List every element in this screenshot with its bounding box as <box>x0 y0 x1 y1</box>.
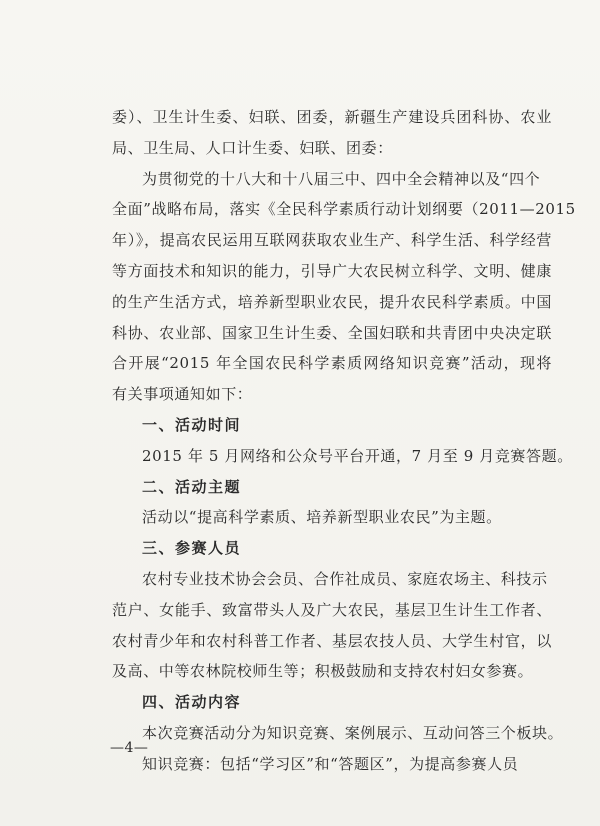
body-line: 委）、卫生计生委、妇联、团委，新疆生产建设兵团科协、农业 <box>112 108 552 126</box>
section-heading-time: 一、活动时间 <box>142 415 242 434</box>
page-number: —4— <box>110 740 149 756</box>
body-line: 有关事项通知如下： <box>112 385 253 404</box>
section-text-theme: 活动以“提高科学素质、培养新型职业农民”为主题。 <box>142 508 502 527</box>
body-line: 合开展“2015 年全国农民科学素质网络知识竞赛”活动，现将 <box>112 354 552 373</box>
section-text-content: 知识竞赛：包括“学习区”和“答题区”，为提高参赛人员 <box>142 754 519 773</box>
body-line: 局、卫生局、人口计生委、妇联、团委： <box>112 138 393 157</box>
section-text-content: 本次竞赛活动分为知识竞赛、案例展示、互动问答三个板块。 <box>142 723 564 742</box>
body-line: 及高、中等农林院校师生等；积极鼓励和支持农村妇女参赛。 <box>112 662 534 681</box>
body-line: 科协、农业部、国家卫生计生委、全国妇联和共青团中央决定联 <box>112 323 552 342</box>
section-text-time: 2015 年 5 月网络和公众号平台开通，7 月至 9 月竞赛答题。 <box>142 446 573 465</box>
section-heading-content: 四、活动内容 <box>142 693 242 712</box>
body-line: 范户、女能手、致富带头人及广大农民，基层卫生计生工作者、 <box>112 600 552 619</box>
body-line: 等方面技术和知识的能力，引导广大农民树立科学、文明、健康 <box>112 261 552 280</box>
section-heading-participants: 三、参赛人员 <box>142 539 242 558</box>
body-line: 全面”战略布局，落实《全民科学素质行动计划纲要（2011—2015 <box>112 200 576 219</box>
paragraph-start: 农村专业技术协会会员、合作社成员、家庭农场主、科技示 <box>142 569 548 588</box>
body-line: 农村青少年和农村科普工作者、基层农技人员、大学生村官，以 <box>112 631 552 650</box>
document-body <box>112 102 576 780</box>
body-line: 年）》，提高农民运用互联网获取农业生产、科学生活、科学经营 <box>112 231 552 250</box>
body-line: 的生产生活方式，培养新型职业农民，提升农民科学素质。中国 <box>112 292 552 311</box>
section-heading-theme: 二、活动主题 <box>142 477 242 496</box>
paragraph-start: 为贯彻党的十八大和十八届三中、四中全会精神以及“四个 <box>142 169 541 188</box>
